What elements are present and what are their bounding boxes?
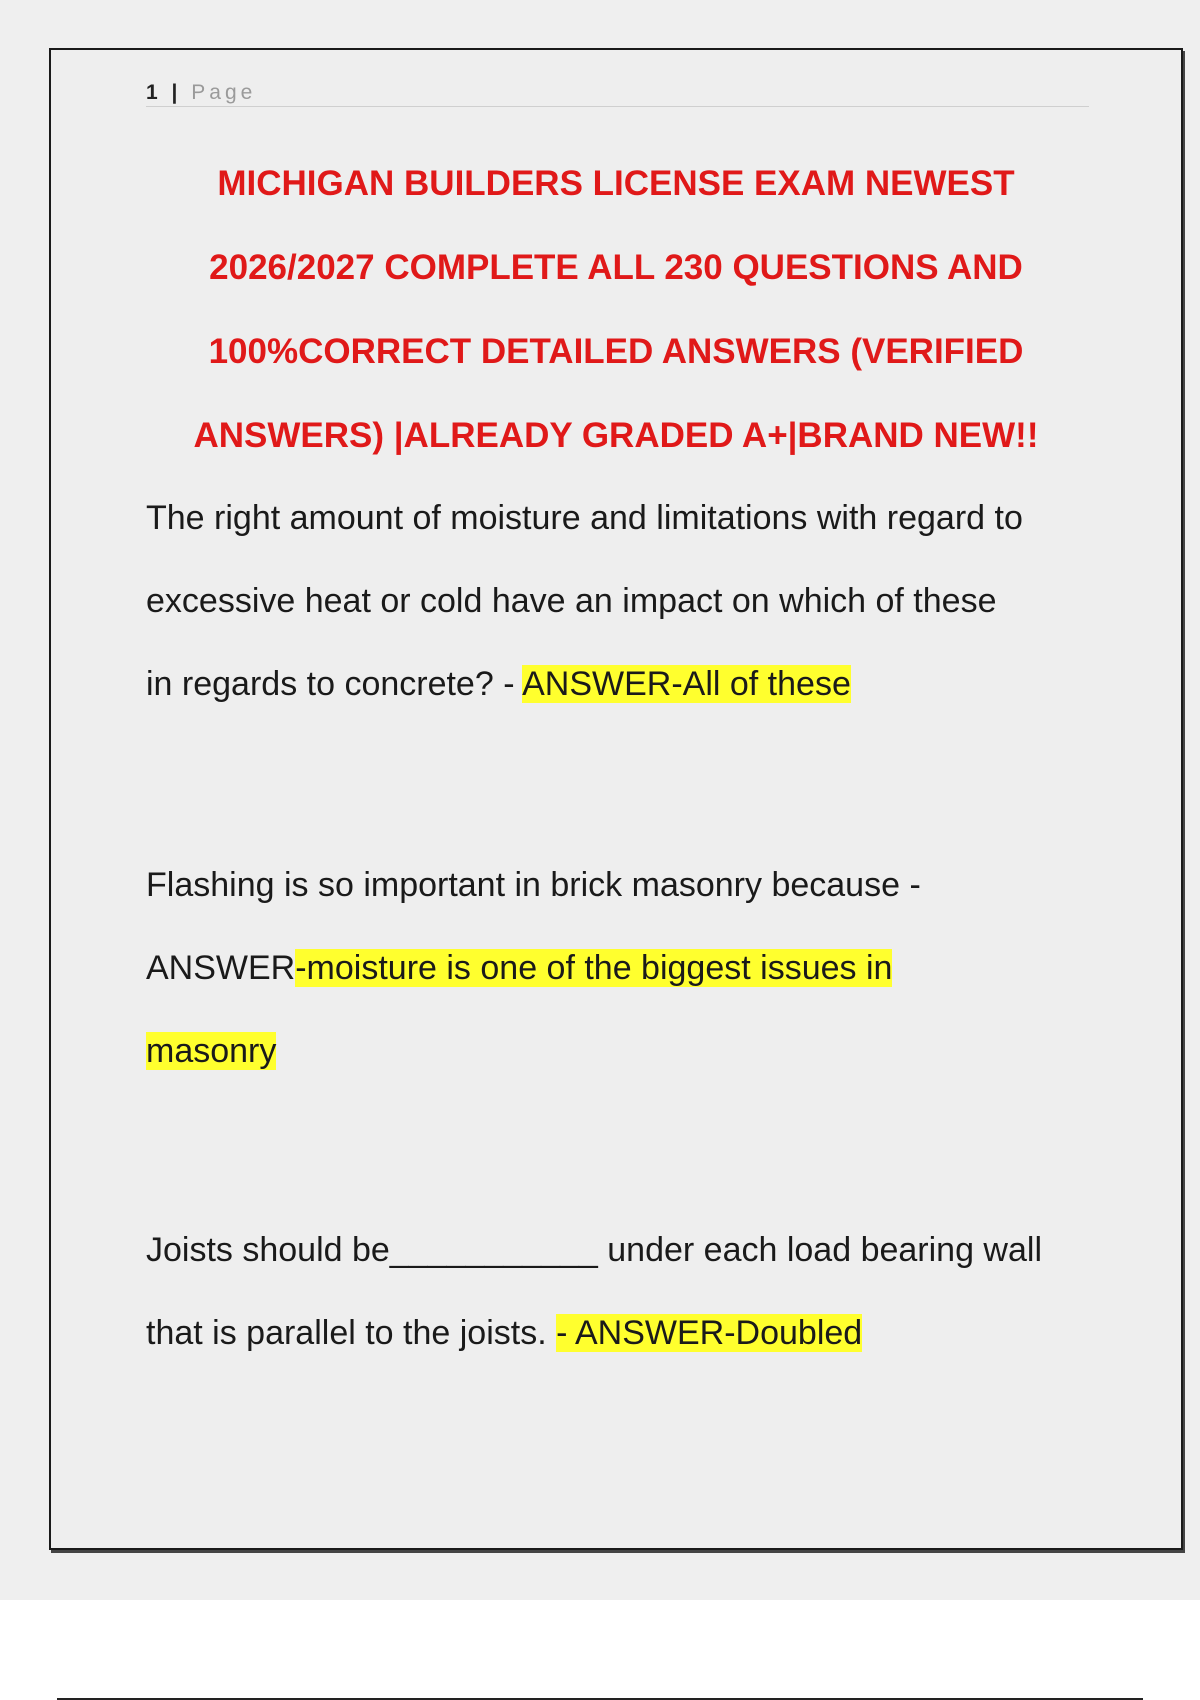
question-answer-line [146,1010,1101,1093]
page-header [146,80,1089,107]
title-line: MICHIGAN BUILDERS LICENSE EXAM NEWEST [217,164,1015,203]
title-line: 100%CORRECT DETAILED ANSWERS (VERIFIED [208,332,1024,371]
question-text: in regards to concrete? - [146,665,523,703]
document-title [141,142,1091,478]
page-number: 1 [146,81,162,104]
answer-highlight: -moisture is one of the biggest issues in [295,949,893,987]
question-text: Joists should be___________ under each load bearing wall [146,1231,1043,1269]
question-block-3 [146,1209,1101,1375]
question-answer-line [146,643,1101,726]
answer-prefix: ANSWER [146,949,296,987]
title-line: 2026/2027 COMPLETE ALL 230 QUESTIONS AND [209,248,1023,287]
title-line: ANSWERS) |ALREADY GRADED A+|BRAND NEW!! [193,416,1039,455]
document-page [49,48,1183,1550]
page-label: Page [191,81,257,104]
answer-highlight: ANSWER-All of these [522,665,851,703]
question-text: The right amount of moisture and limitations with regard to [146,499,1023,537]
question-text: excessive heat or cold have an impact on which of these [146,582,997,620]
question-text: that is parallel to the joists. [146,1314,557,1352]
question-answer-line [146,927,1101,1010]
page-separator: | [171,81,182,104]
question-answer-line [146,1292,1101,1375]
question-block-1 [146,477,1101,726]
answer-highlight: masonry [146,1032,277,1070]
question-block-2 [146,844,1101,1093]
answer-highlight: - ANSWER-Doubled [556,1314,863,1352]
question-text: Flashing is so important in brick masonry because - [146,866,921,904]
